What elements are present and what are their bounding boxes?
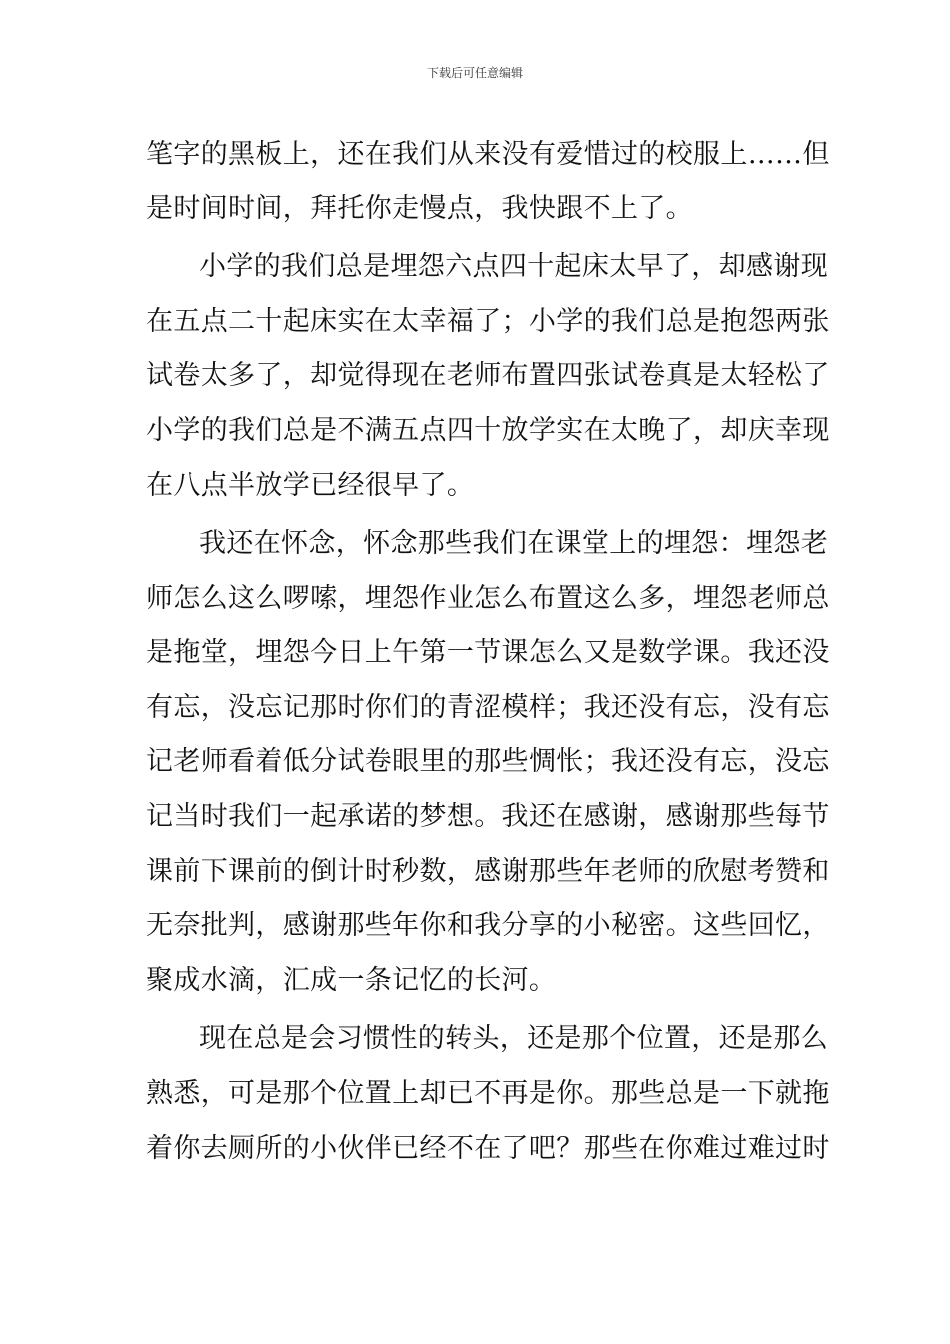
page-header: 下载后可任意编辑	[426, 66, 523, 80]
text-line: 熟悉，可是那个位置上却已不再是你。那些总是一下就拖	[146, 1078, 830, 1109]
paragraph-first-line: 我还在怀念，怀念那些我们在课堂上的埋怨：埋怨老	[199, 528, 829, 559]
text-line: 是拖堂，埋怨今日上午第一节课怎么又是数学课。我还没	[146, 637, 830, 668]
paragraph-first-line: 小学的我们总是埋怨六点四十起床太早了，却感谢现	[199, 251, 829, 282]
text-line: 笔字的黑板上，还在我们从来没有爱惜过的校服上……但	[146, 139, 830, 170]
text-line: 在五点二十起床实在太幸福了；小学的我们总是抱怨两张	[146, 306, 830, 337]
paragraph-first-line: 现在总是会习惯性的转头，还是那个位置，还是那么	[199, 1023, 829, 1054]
text-line: 课前下课前的倒计时秒数，感谢那些年老师的欣慰考赞和	[146, 856, 830, 887]
text-line: 记当时我们一起承诺的梦想。我还在感谢，感谢那些每节	[146, 801, 830, 832]
text-line: 师怎么这么啰嗦，埋怨作业怎么布置这么多，埋怨老师总	[146, 583, 830, 614]
text-line: 在八点半放学已经很早了。	[146, 470, 475, 501]
text-line: 有忘，没忘记那时你们的青涩模样；我还没有忘，没有忘	[146, 692, 830, 723]
text-line: 小学的我们总是不满五点四十放学实在太晚了，却庆幸现	[146, 415, 830, 446]
text-line: 是时间时间，拜托你走慢点，我快跟不上了。	[146, 193, 693, 224]
text-line: 试卷太多了，却觉得现在老师布置四张试卷真是太轻松了	[146, 360, 830, 391]
text-line: 无奈批判，感谢那些年你和我分享的小秘密。这些回忆，	[146, 910, 830, 941]
text-line: 着你去厕所的小伙伴已经不在了吧？那些在你难过难过时	[146, 1133, 830, 1164]
text-line: 记老师看着低分试卷眼里的那些惆怅；我还没有忘，没忘	[146, 746, 830, 777]
text-line: 聚成水滴，汇成一条记忆的长河。	[146, 965, 557, 996]
